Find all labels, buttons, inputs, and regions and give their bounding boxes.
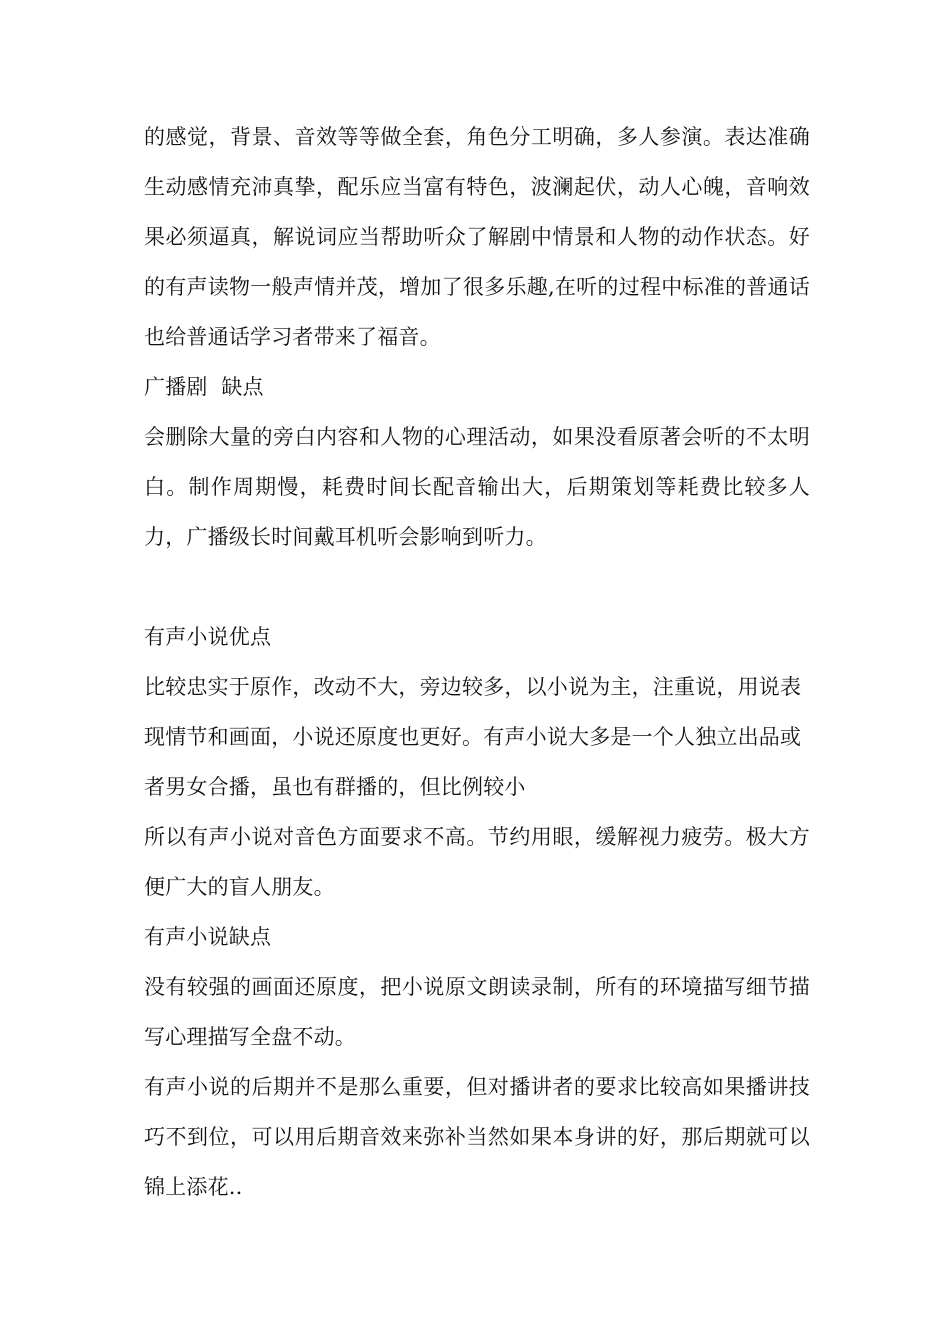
paragraph-radio-drama-cons: 会删除大量的旁白内容和人物的心理活动，如果没看原著会听的不太明白。制作周期慢，耗费时间长配音输出大，后期策划等耗费比较多人力，广播级长时间戴耳机听会影响到听力。 [144,425,810,549]
paragraph-audio-novel-cons-2: 有声小说的后期并不是那么重要，但对播讲者的要求比较高如果播讲技巧不到位，可以用后期音效来弥补当然如果本身讲的好，那后期就可以锦上添花.. [144,1075,810,1199]
paragraph-radio-drama-pros: 的感觉，背景、音效等等做全套，角色分工明确，多人参演。表达准确生动感情充沛真挚，配乐应当富有特色，波澜起伏，动人心魄，音响效果必须逼真，解说词应当帮助听众了解剧中情景和人物的动作状态。好的有声读物一般声情并茂，增加了很多乐趣,在听的过程中标准的普通话也给普通话学习者带来了福音。 [144,125,810,349]
paragraph-audio-novel-cons-1: 没有较强的画面还原度，把小说原文朗读录制，所有的环境描写细节描写心理描写全盘不动。 [144,975,810,1049]
blank-line [144,562,810,612]
paragraph-audio-novel-pros-1: 比较忠实于原作，改动不大，旁边较多，以小说为主，注重说，用说表现情节和画面，小说还原度也更好。有声小说大多是一个人独立出品或者男女合播，虽也有群播的，但比例较小 [144,675,802,799]
heading-radio-drama-cons: 广播剧 缺点 [144,375,264,399]
heading-audio-novel-cons: 有声小说缺点 [144,925,272,949]
paragraph-audio-novel-pros-2: 所以有声小说对音色方面要求不高。节约用眼，缓解视力疲劳。极大方便广大的盲人朋友。 [144,825,810,899]
heading-audio-novel-pros: 有声小说优点 [144,625,272,649]
document-body [144,112,810,1212]
